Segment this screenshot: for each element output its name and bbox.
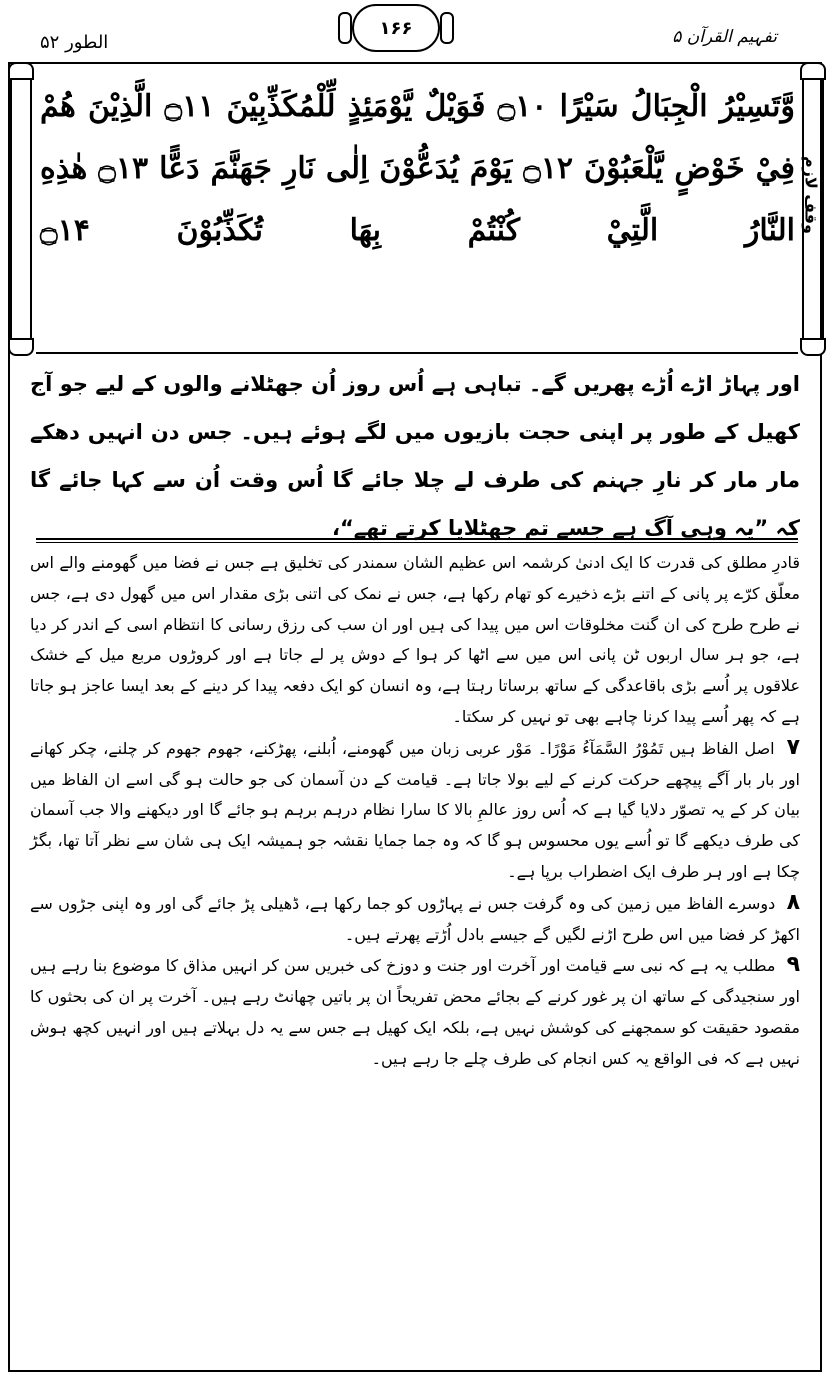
page-header (0, 0, 832, 64)
note-paragraph-7 (30, 733, 800, 888)
divider-top (36, 352, 798, 354)
note-number: ۹ (786, 952, 800, 978)
note-number: ۸ (786, 889, 801, 915)
note-number: ۷ (786, 734, 800, 760)
note-paragraph-8 (30, 888, 800, 951)
note-paragraph-intro (30, 548, 800, 733)
commentary-notes (30, 548, 800, 1075)
waqf-lazim-marker: وقف لازم (801, 156, 821, 234)
page-number: ۱۶۶ (352, 4, 440, 52)
note-text: مطلب یہ ہے کہ نبی سے قیامت اور آخرت اور جنت و دوزخ کی خبریں سن کر انہیں مذاق کا موضوع بنا رہے ہیں اور سنجیدگی کے ساتھ ان پر غور کرنے کے بجائے محض تفریحاً ان پر باتیں چھانٹ رہے ہیں۔ آخرت پر ان کی بحثوں کا مقصود حقیقت کو سمجھنے کی کوشش نہیں ہے، بلکہ ایک کھیل ہے جس سے یہ دل بہلاتے ہیں اور انہیں کچھ ہوش نہیں ہے کہ فی الواقع یہ کس انجام کی طرف چلے جا رہے ہیں۔ (30, 956, 800, 1068)
note-text: قادرِ مطلق کی قدرت کا ایک ادنیٰ کرشمہ اس عظیم الشان سمندر کی تخلیق ہے جس نے فضا میں گھومنے والے اس معلّق کرّے پر پانی کے اتنے بڑے ذخیرے کو تھام رکھا ہے، جس نے نمک کی اتنی بڑی مقدار اس میں گھول دی ہے، جس نے طرح طرح کی ان گنت مخلوقات اس میں پیدا کی ہیں اور ان سب کی رزق رسانی کا انتظام اسی کے اندر کر دیا ہے، جو ہر سال اربوں ٹن پانی اس میں سے اٹھا کر ہوا کے دوش پر لے جاتا ہے اور کروڑوں مربع میل کے خشک علاقوں پر اُسے بڑی باقاعدگی کے ساتھ برساتا رہتا ہے، وہ انسان کو ایک دفعہ پیدا کر دینے کے بعد ایسا عاجز ہو جاتا ہے کہ پھر اُسے پیدا کرنا چاہے بھی تو نہیں کر سکتا۔ (30, 553, 800, 726)
urdu-translation: اور پہاڑ اڑے اُڑے پھریں گے۔ تباہی ہے اُس روز اُن جھٹلانے والوں کے لیے جو آج کھیل کے طور پر اپنی حجت بازیوں میں لگے ہوئے ہیں۔ جس دن انہیں دھکے مار مار کر نارِ جہنم کی طرف لے چلا جائے گا اُس وقت اُن سے کہا جائے گا کہ ”یہ وہی آگ ہے جسے تم جھٹلایا کرتے تھے“، (30, 372, 800, 540)
surah-name: الطور ۵۲ (40, 32, 109, 53)
note-text: دوسرے الفاظ میں زمین کی وہ گرفت جس نے پہاڑوں کو جما رکھا ہے، ڈھیلی پڑ جائے گی اور وہ اپنی جڑوں سے اکھڑ کر فضا میں اس طرح اڑنے لگیں گے جیسے بادل اُڑتے پھرتے ہیں۔ (30, 893, 800, 944)
book-title: تفہیم القرآن ۵ (672, 27, 777, 47)
divider-mid (36, 538, 798, 540)
note-paragraph-9 (30, 950, 800, 1074)
divider-mid-thin (36, 542, 798, 543)
arabic-verses: وَّتَسِيْرُ الْجِبَالُ سَيْرًا ۝۱۰ فَوَيْلٌ يَّوْمَئِذٍ لِّلْمُكَذِّبِيْنَ ۝۱۱ الَّذِيْنَ هُمْ فِيْ خَوْضٍ يَّلْعَبُوْنَ ۝۱۲ يَوْمَ يُدَعُّوْنَ اِلٰى نَارِ جَهَنَّمَ دَعًّا ۝۱۳ هٰذِهِ النَّارُ الَّتِيْ كُنْتُمْ بِهَا تُكَذِّبُوْنَ ۝۱۴ (40, 89, 796, 248)
left-pillar-ornament (10, 70, 32, 348)
note-text: اصل الفاظ ہیں تَمُوْرُ السَّمَآءُ مَوْرًا۔ مَوْر عربی زبان میں گھومنے، اُبلنے، پھڑکنے، جھوم جھوم کر چلنے، چکر کھانے اور بار بار آگے پیچھے حرکت کرنے کے لیے بولا جاتا ہے۔ قیامت کے دن آسمان کی جو حالت ہو گی اسے ان الفاظ میں بیان کر کے یہ تصوّر دلایا گیا ہے کہ اُس روز عالمِ بالا کا سارا نظام درہم برہم ہو جائے گا اور دیکھنے والا جب آسمان کی طرف دیکھے گا تو اُسے یوں محسوس ہو گا کہ وہ جما جمایا نقشہ جو ہمیشہ ایک ہی شان سے نظر آتا تھا، بگڑ چکا ہے اور ہر طرف ایک اضطراب برپا ہے۔ (30, 738, 801, 881)
